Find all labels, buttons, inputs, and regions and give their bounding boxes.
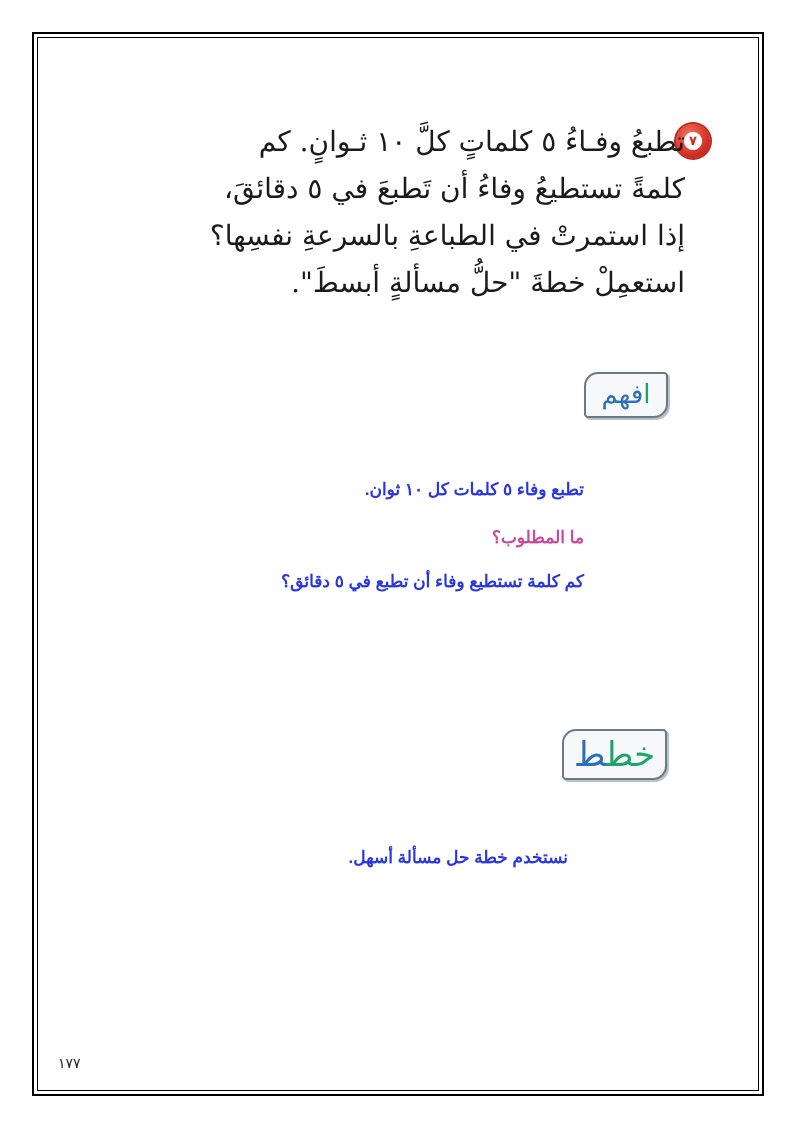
problem-number: ٧: [684, 132, 702, 150]
problem-line-1: تطبعُ وفـاءُ ٥ كلماتٍ كلَّ ١٠ ثـوانٍ. كم: [258, 125, 685, 158]
understand-tag-word: [602, 380, 651, 410]
plan-text: نستخدم خطة حل مسألة أسهل.: [348, 848, 568, 867]
problem-line-4: استعمِلْ خطةَ "حلُّ مسألةٍ أبسطَ".: [291, 266, 685, 299]
page-number: ١٧٧: [58, 1056, 81, 1072]
understand-tag: [584, 372, 668, 418]
plan-tag: [562, 729, 667, 780]
problem-line-3: إذا استمرتْ في الطباعةِ بالسرعةِ نفسِها؟: [209, 219, 685, 252]
problem-line-2: كلمةً تستطيعُ وفاءُ أن تَطبعَ في ٥ دقائقَ،: [223, 172, 685, 205]
understand-tag-part2: فهم: [601, 380, 644, 410]
question-label: ما المطلوب؟: [491, 528, 584, 547]
plan-tag-part2: ط: [573, 734, 607, 775]
plan-tag-word: [574, 735, 655, 775]
question-text: كم كلمة تستطيع وفاء أن تطبع في ٥ دقائق؟: [281, 572, 584, 591]
plan-tag-part1: خط: [606, 734, 656, 775]
problem-statement: [150, 118, 685, 306]
given-text: تطبع وفاء ٥ كلمات كل ١٠ ثوان.: [364, 480, 584, 499]
understand-tag-part1: ا: [643, 380, 651, 410]
